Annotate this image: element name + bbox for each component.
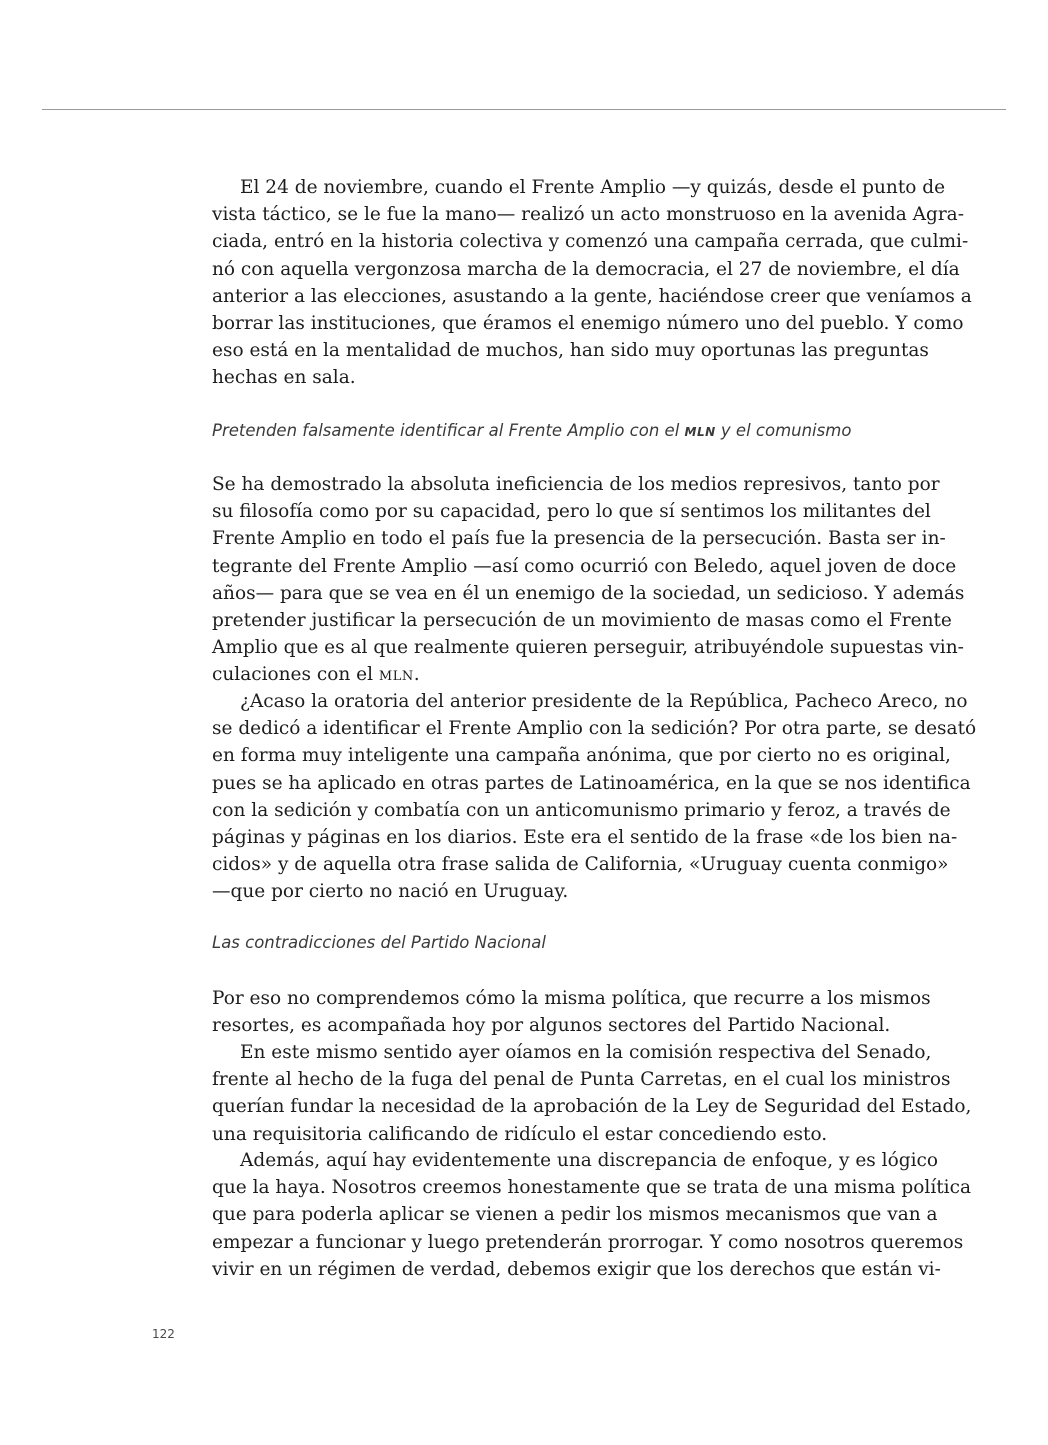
paragraph-line: frente al hecho de la fuga del penal de Punta Carretas, en el cual los ministros bbox=[212, 1069, 951, 1091]
line-text: culaciones con el bbox=[212, 664, 379, 686]
paragraph-line: cidos» y de aquella otra frase salida de California, «Uruguay cuenta conmigo» bbox=[212, 854, 949, 876]
paragraph-line: En este mismo sentido ayer oíamos en la comisión respectiva del Senado, bbox=[240, 1042, 932, 1063]
paragraph-line: que para poderla aplicar se vienen a pedir los mismos mecanismos que van a bbox=[212, 1204, 938, 1226]
paragraph-line: ciada, entró en la historia colectiva y comenzó una campaña cerrada, que culmi- bbox=[212, 231, 969, 253]
paragraph-line: pretender justificar la persecución de un movimiento de masas como el Frente bbox=[212, 610, 952, 632]
paragraph-line: ¿Acaso la oratoria del anterior presidente de la República, Pacheco Areco, no bbox=[240, 691, 968, 712]
paragraph-line: resortes, es acompañada hoy por algunos sectores del Partido Nacional. bbox=[212, 1015, 891, 1037]
paragraph-line: con la sedición y combatía con un anticomunismo primario y feroz, a través de bbox=[212, 799, 951, 821]
paragraph-line: borrar las instituciones, que éramos el enemigo número uno del pueblo. Y como bbox=[212, 313, 964, 335]
paragraph-line: su filosofía como por su capacidad, pero lo que sí sentimos los militantes del bbox=[212, 501, 931, 523]
paragraph-5 bbox=[212, 1039, 972, 1148]
heading-abbreviation: mln bbox=[684, 421, 716, 440]
paragraph-line: años— para que se vea en él un enemigo de la sociedad, un sedicioso. Y además bbox=[212, 582, 965, 604]
paragraph-line: páginas y páginas en los diarios. Este era el sentido de la frase «de los bien na- bbox=[212, 827, 958, 849]
paragraph-line: querían fundar la necesidad de la aprobación de la Ley de Seguridad del Estado, bbox=[212, 1096, 972, 1118]
section-heading-1 bbox=[212, 420, 881, 442]
paragraph-line bbox=[212, 661, 881, 688]
section-heading-2: Las contradicciones del Partido Nacional bbox=[212, 933, 546, 952]
paragraph-4 bbox=[212, 985, 931, 1039]
paragraph-line: Por eso no comprendemos cómo la misma política, que recurre a los mismos bbox=[212, 988, 931, 1009]
paragraph-line: Además, aquí hay evidentemente una discrepancia de enfoque, y es lógico bbox=[240, 1150, 938, 1171]
paragraph-line: eso está en la mentalidad de muchos, han sido muy oportunas las preguntas bbox=[212, 340, 929, 362]
paragraph-1 bbox=[212, 174, 972, 392]
paragraph-6 bbox=[212, 1147, 971, 1283]
paragraph-line: vivir en un régimen de verdad, debemos exigir que los derechos que están vi- bbox=[212, 1258, 941, 1280]
page-number: 122 bbox=[152, 1327, 175, 1341]
header-rule bbox=[42, 109, 1006, 110]
abbreviation: mln bbox=[378, 664, 414, 686]
paragraph-line: Frente Amplio en todo el país fue la presencia de la persecución. Basta ser in- bbox=[212, 528, 946, 550]
paragraph-line: hechas en sala. bbox=[212, 367, 356, 389]
paragraph-line: Amplio que es al que realmente quieren perseguir, atribuyéndole supuestas vin- bbox=[212, 637, 964, 659]
paragraph-line: se dedicó a identificar el Frente Amplio con la sedición? Por otra parte, se desató bbox=[212, 718, 977, 740]
paragraph-line: anterior a las elecciones, asustando a la gente, haciéndose creer que veníamos a bbox=[212, 285, 972, 307]
heading-text: y el comunismo bbox=[715, 421, 852, 440]
paragraph-line: —que por cierto no nació en Uruguay. bbox=[212, 881, 569, 903]
paragraph-2 bbox=[212, 471, 965, 689]
paragraph-3 bbox=[212, 688, 977, 906]
paragraph-line: pues se ha aplicado en otras partes de Latinoamérica, en la que se nos identifica bbox=[212, 772, 971, 794]
paragraph-line: vista táctico, se le fue la mano— realizó un acto monstruoso en la avenida Agra- bbox=[212, 204, 964, 226]
paragraph-line: empezar a funcionar y luego pretenderán prorrogar. Y como nosotros queremos bbox=[212, 1231, 964, 1253]
paragraph-line: nó con aquella vergonzosa marcha de la democracia, el 27 de noviembre, el día bbox=[212, 258, 960, 280]
paragraph-line: que la haya. Nosotros creemos honestamente que se trata de una misma política bbox=[212, 1177, 971, 1199]
paragraph-line: en forma muy inteligente una campaña anónima, que por cierto no es original, bbox=[212, 745, 951, 767]
paragraph-line: Se ha demostrado la absoluta ineficiencia de los medios represivos, tanto por bbox=[212, 474, 940, 495]
line-text: . bbox=[413, 664, 420, 686]
paragraph-line: tegrante del Frente Amplio —así como ocurrió con Beledo, aquel joven de doce bbox=[212, 555, 957, 577]
paragraph-line: El 24 de noviembre, cuando el Frente Amplio —y quizás, desde el punto de bbox=[240, 177, 946, 198]
paragraph-line: una requisitoria calificando de ridículo el estar concediendo esto. bbox=[212, 1123, 828, 1145]
heading-text: Pretenden falsamente identificar al Frente Amplio con el bbox=[212, 421, 685, 440]
